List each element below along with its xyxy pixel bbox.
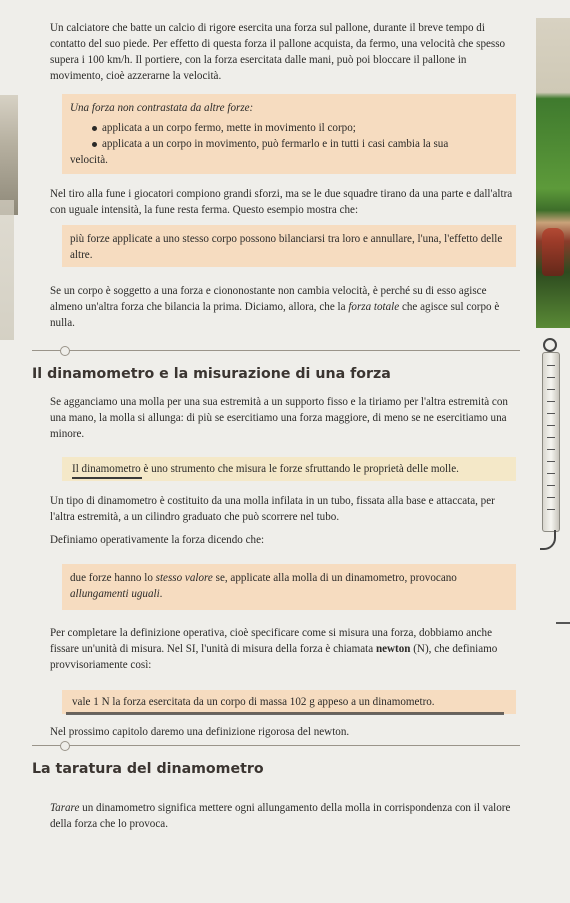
- box-list-item: applicata a un corpo fermo, mette in movimento il corpo;: [70, 120, 508, 136]
- italic-term: Tarare: [50, 802, 80, 814]
- dynamometer-hook: [540, 530, 556, 550]
- dynamometer-tube: [542, 352, 560, 532]
- box-list-item: applicata a un corpo in movimento, può fermarlo e in tutti i casi cambia la sua: [70, 136, 508, 152]
- definition-text: è uno strumento che misura le forze sfruttando le proprietà delle molle.: [140, 463, 459, 475]
- balanced-forces-box: [62, 225, 516, 267]
- italic-term: forza totale: [348, 301, 400, 313]
- handwritten-underline: [72, 477, 142, 479]
- text-part: Se un corpo è soggetto a una forza e ciononostante non cambia velocità, è perché su di esso agisce almeno un'altra forza che bilancia la prima. Diciamo, allora, che la: [50, 285, 487, 313]
- text-part: due forze hanno lo: [70, 572, 156, 584]
- italic-term: allungamenti uguali: [70, 588, 160, 600]
- box-text: più forze applicate a uno stesso corpo possono bilanciarsi tra loro e annullare, l'una, l'effetto delle altre.: [70, 233, 503, 261]
- margin-dash: [556, 622, 570, 624]
- intro-paragraph-2: Nel tiro alla fune i giocatori compiono grandi sforzi, ma se le due squadre tirano da una parte e dall'altra con uguale intensità, la fune resta ferma. Questo esempio mostra che:: [50, 188, 513, 216]
- section1-paragraph-5: Nel prossimo capitolo daremo una definizione rigorosa del newton.: [50, 726, 350, 738]
- left-photo-edge-lower: [0, 200, 14, 340]
- left-photo-edge: [0, 95, 18, 215]
- box-lead: Una forza non contrastata da altre forze:: [70, 102, 254, 114]
- text-part: se, applicate alla molla di un dinamometro, provocano: [212, 572, 457, 584]
- text-part: che agisce sul corpo è nulla.: [50, 301, 500, 329]
- section1-paragraph-1: Se agganciamo una molla per una sua estremità a un supporto fisso e la tiriamo per l'altra estremità con una mano, la molla si allunga: di più se esercitiamo una forza maggiore, di meno se ne esercitiamo una minore.: [50, 396, 508, 440]
- underlined-term: Il dinamometro: [72, 463, 141, 475]
- text-part: .: [159, 588, 163, 600]
- section1-paragraph-2: Un tipo di dinamometro è costituito da una molla infilata in un tubo, fissata alla base e attaccata, per l'altra estremità, a un cilindro graduato che può scorrere nel tubo.: [50, 495, 495, 523]
- force-unopposed-box: [62, 94, 516, 174]
- newton-definition-box: [62, 690, 516, 714]
- italic-term: stesso valore: [155, 572, 213, 584]
- text-part: (N), che definiamo provvisoriamente così:: [50, 643, 498, 671]
- bold-term: newton: [375, 643, 411, 655]
- section2-paragraph-1: [50, 800, 518, 832]
- section-divider: [32, 745, 520, 746]
- operational-definition-box: [62, 564, 516, 610]
- definition-text: vale 1 N la forza esercitata da un corpo di massa 102 g appeso a un dinamometro.: [72, 696, 435, 708]
- handwritten-underline: [66, 712, 504, 715]
- player-figure: [542, 228, 564, 276]
- section1-paragraph-4: [50, 625, 518, 673]
- text-part: Per completare la definizione operativa, cioè specificare come si misura una forza, dobbiamo anche fissare un'unità di misura. Nel SI, l'unità di misura della forza è chiamata: [50, 627, 493, 655]
- section-heading-taratura: La taratura del dinamometro: [32, 761, 264, 777]
- dynamometer-ring: [543, 338, 557, 352]
- section-heading-dinamometro: Il dinamometro e la misurazione di una forza: [32, 366, 391, 382]
- box-list-item-continuation: velocità.: [70, 154, 108, 166]
- intro-paragraph-1: Un calciatore che batte un calcio di rigore esercita una forza sul pallone, durante il breve tempo di contatto del suo piede. Per effetto di questa forza il pallone acquista, da fermo, una velocità che spesso supera i 100 km/h. Il portiere, con la forza esercitata dalle mani, può poi bloccare il pallone in movimento, cioè azzerarne la velocità.: [50, 22, 506, 82]
- section-divider: [32, 350, 520, 351]
- football-photo: [536, 18, 570, 328]
- box-list: [70, 120, 508, 168]
- intro-paragraph-3: [50, 283, 518, 331]
- text-part: un dinamometro significa mettere ogni allungamento della molla in corrispondenza con il valore della forza che lo provoca.: [50, 802, 511, 830]
- section1-paragraph-3: Definiamo operativamente la forza dicendo che:: [50, 534, 265, 546]
